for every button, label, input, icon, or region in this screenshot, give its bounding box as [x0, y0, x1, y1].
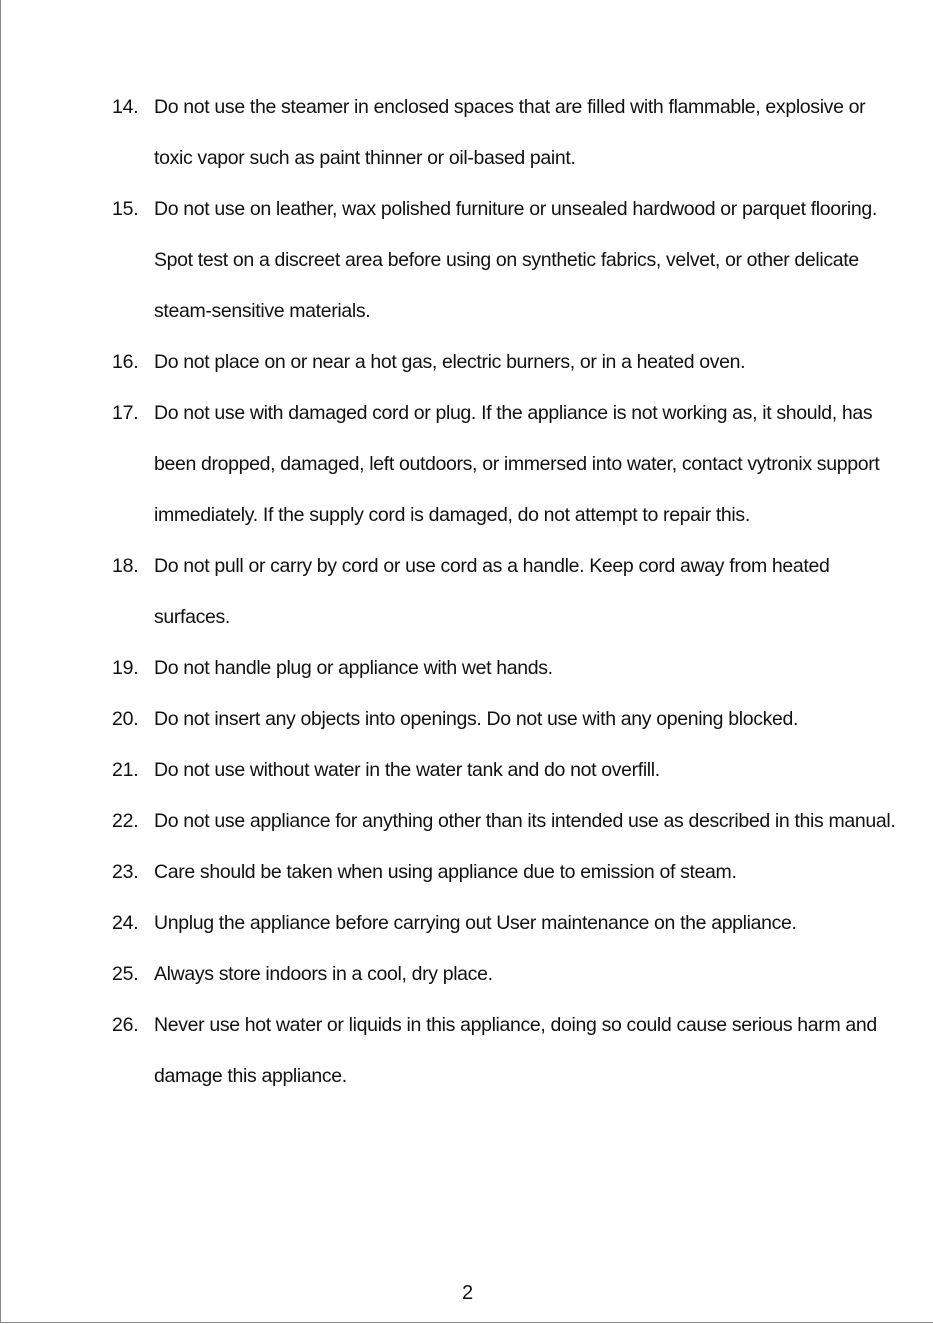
- page-number: 2: [461, 1282, 474, 1304]
- list-item: [1, 796, 899, 847]
- item-number: 25.: [112, 963, 139, 985]
- item-number: 19.: [112, 657, 139, 679]
- item-text: Unplug the appliance before carrying out User maintenance on the appliance.: [154, 912, 797, 934]
- list-item: [1, 1000, 899, 1102]
- item-number: 17.: [112, 402, 139, 424]
- list-item: [1, 949, 899, 1000]
- item-number: 21.: [112, 759, 139, 781]
- item-number: 26.: [112, 1014, 139, 1036]
- item-text: Do not use with damaged cord or plug. If the appliance is not working as, it should, has been dropped, damaged, left outdoors, or immersed into water, contact vytronix support immediately. If the supply cord is damaged, do not attempt to repair this.: [154, 402, 880, 526]
- item-number: 22.: [112, 810, 139, 832]
- item-text: Do not use the steamer in enclosed spaces that are filled with flammable, explosive or toxic vapor such as paint thinner or oil-based paint.: [154, 96, 866, 169]
- item-text: Do not use appliance for anything other than its intended use as described in this manual.: [154, 810, 896, 832]
- item-text: Do not pull or carry by cord or use cord as a handle. Keep cord away from heated surfaces.: [154, 555, 830, 628]
- item-text: Care should be taken when using appliance due to emission of steam.: [154, 861, 737, 883]
- item-text: Do not handle plug or appliance with wet hands.: [154, 657, 553, 679]
- list-item: [1, 847, 899, 898]
- list-item: [1, 388, 899, 541]
- list-item: [1, 184, 899, 337]
- list-item: [1, 898, 899, 949]
- item-number: 14.: [112, 96, 139, 118]
- item-text: Always store indoors in a cool, dry place.: [154, 963, 493, 985]
- item-text: Do not place on or near a hot gas, electric burners, or in a heated oven.: [154, 351, 746, 373]
- safety-instructions-list: [1, 82, 933, 1102]
- item-number: 16.: [112, 351, 139, 373]
- item-number: 23.: [112, 861, 139, 883]
- list-item: [1, 541, 899, 643]
- item-number: 24.: [112, 912, 139, 934]
- list-item: [1, 643, 899, 694]
- item-number: 18.: [112, 555, 139, 577]
- item-text: Never use hot water or liquids in this appliance, doing so could cause serious harm and damage this appliance.: [154, 1014, 877, 1087]
- item-text: Do not use without water in the water tank and do not overfill.: [154, 759, 660, 781]
- item-number: 15.: [112, 198, 139, 220]
- item-text: Do not use on leather, wax polished furniture or unsealed hardwood or parquet flooring. Spot test on a discreet area before using on synthetic fabrics, velvet, or other delicate steam-sensitive materials.: [154, 198, 877, 322]
- list-item: [1, 745, 899, 796]
- list-item: [1, 337, 899, 388]
- item-text: Do not insert any objects into openings. Do not use with any opening blocked.: [154, 708, 799, 730]
- list-item: [1, 82, 899, 184]
- item-number: 20.: [112, 708, 139, 730]
- list-item: [1, 694, 899, 745]
